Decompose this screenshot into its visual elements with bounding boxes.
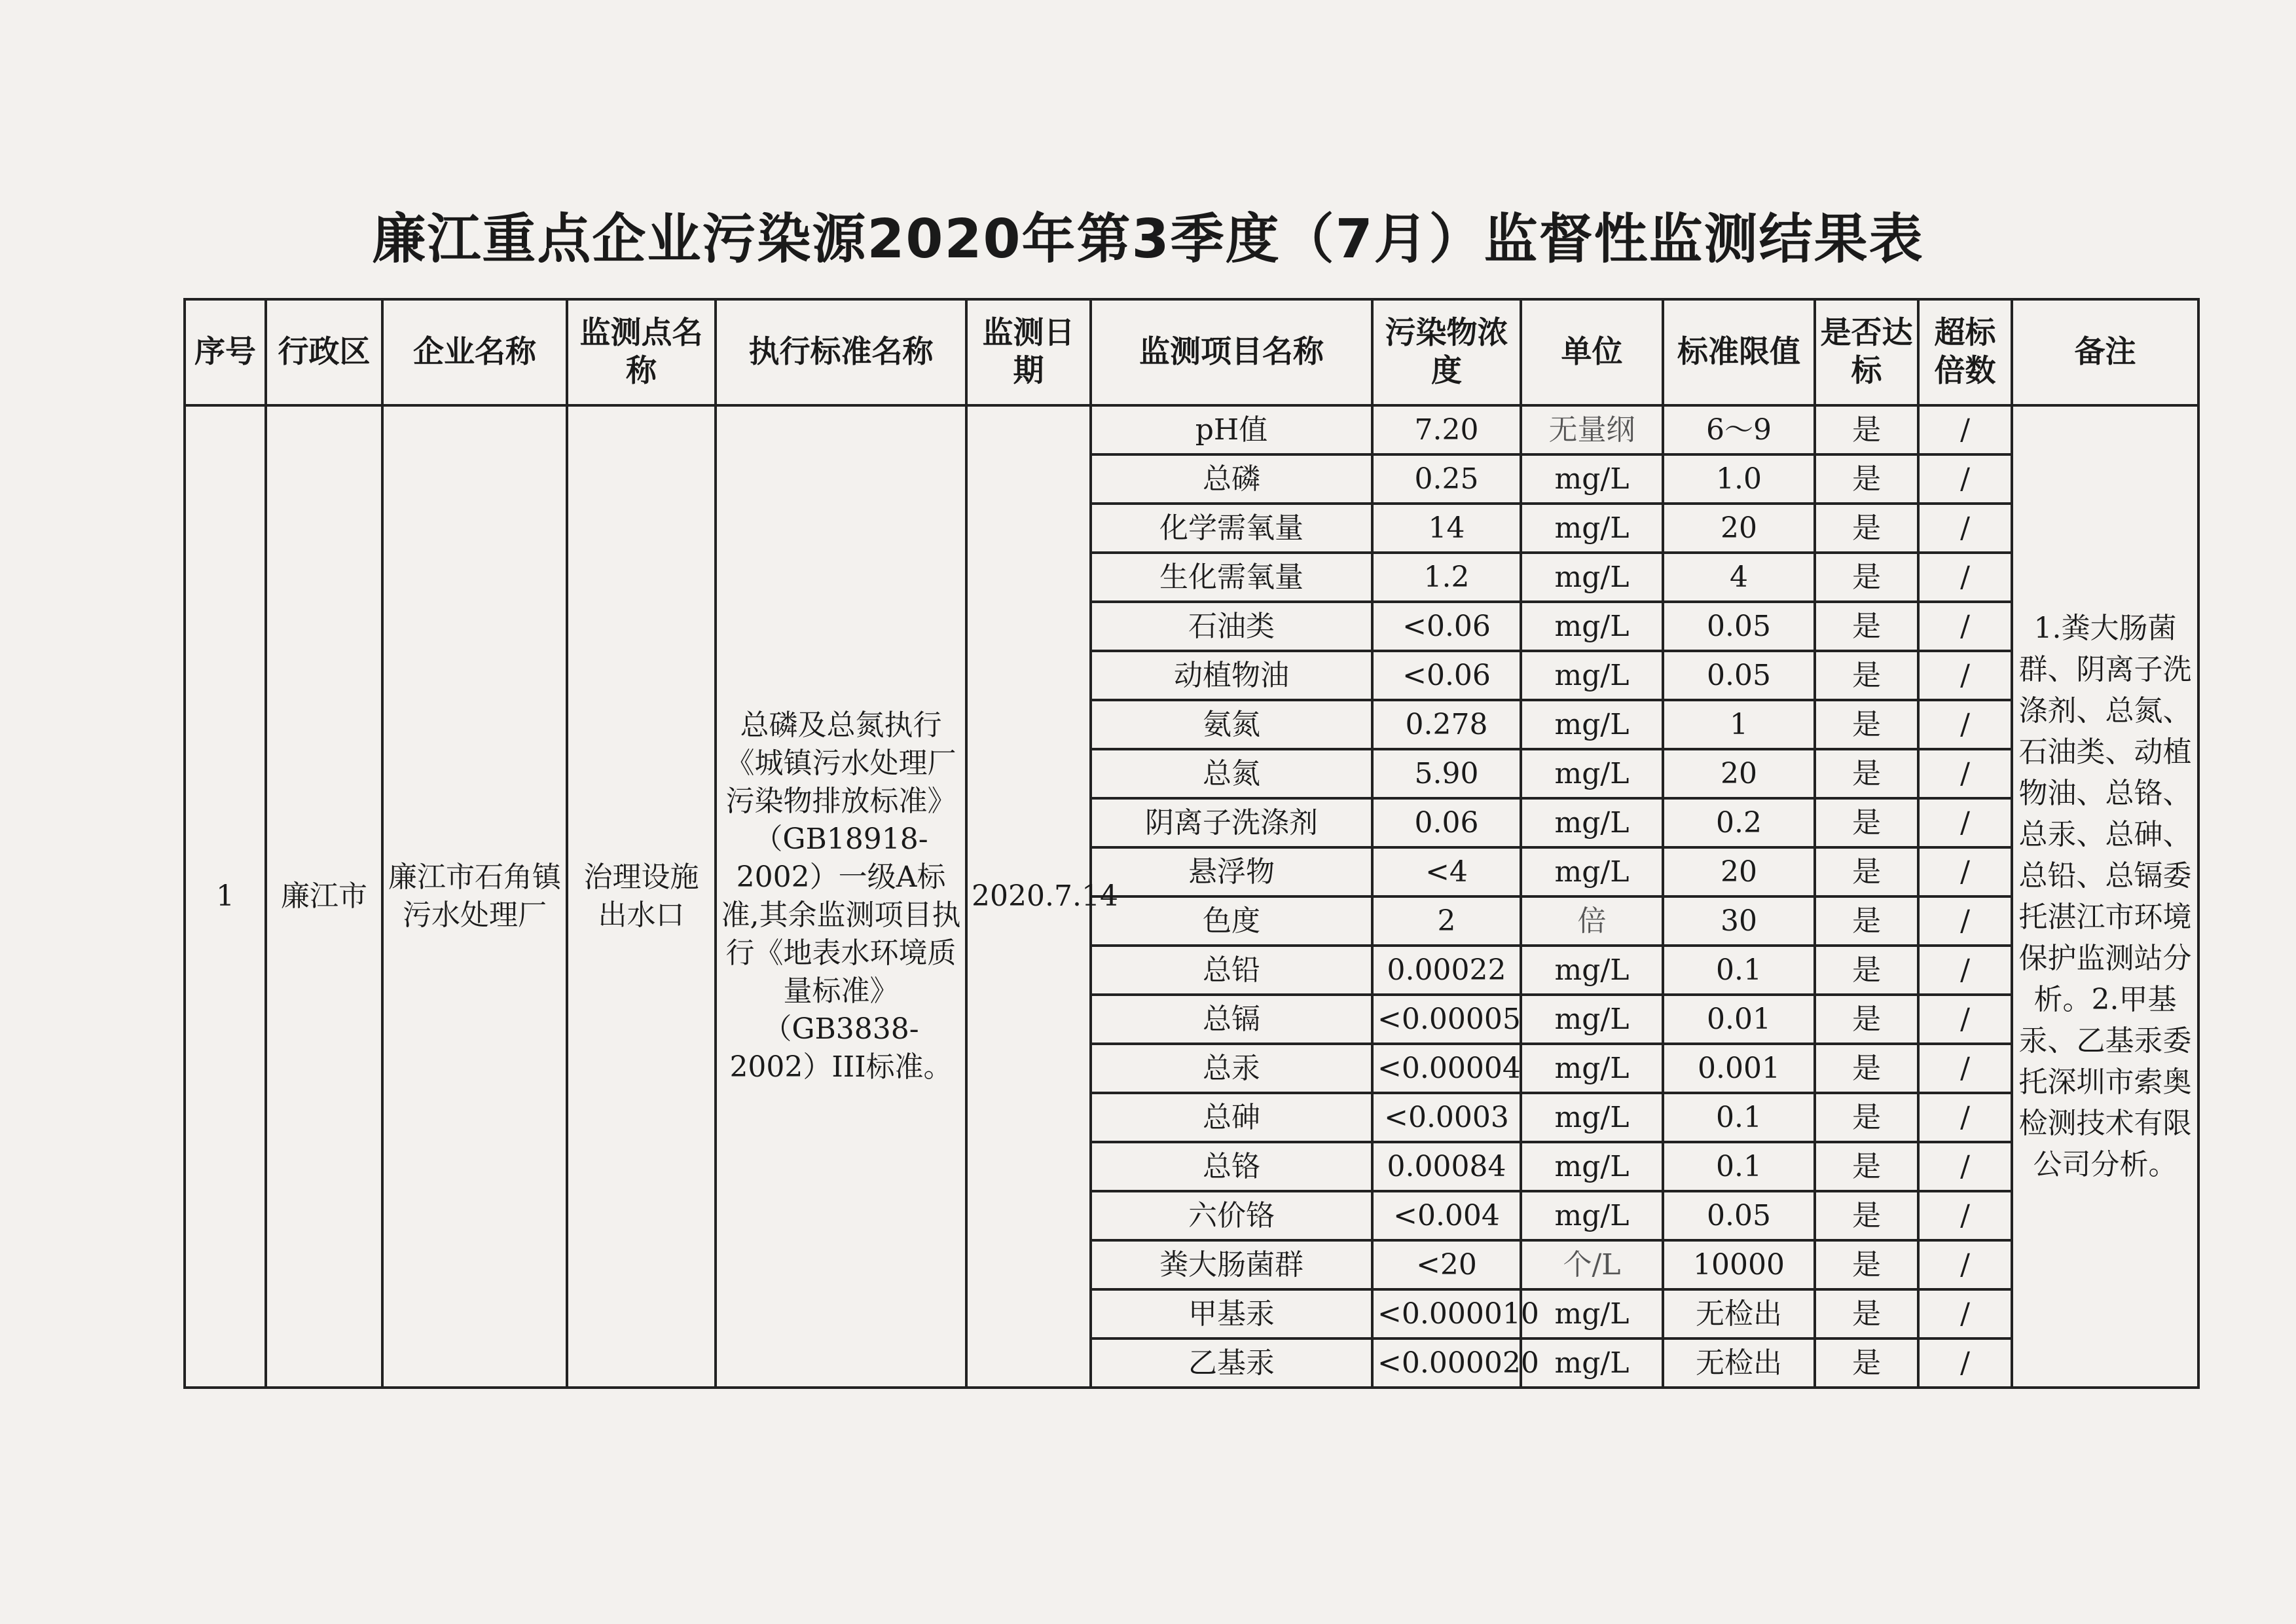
results-body	[185, 405, 2198, 1388]
concentration-value: 0.00022	[1372, 946, 1521, 995]
record-district: 廉江市	[266, 405, 382, 1388]
exceed-value: /	[1918, 504, 2012, 553]
limit-value: 20	[1663, 749, 1815, 798]
limit-value: 无检出	[1663, 1289, 1815, 1338]
unit-value: mg/L	[1521, 798, 1663, 847]
item-name: 阴离子洗涤剂	[1091, 798, 1372, 847]
unit-value: mg/L	[1521, 749, 1663, 798]
compliant-value: 是	[1815, 602, 1918, 651]
item-name: 总氮	[1091, 749, 1372, 798]
item-name: 总磷	[1091, 454, 1372, 504]
concentration-value: <20	[1372, 1240, 1521, 1289]
exceed-value: /	[1918, 405, 2012, 454]
concentration-value: 14	[1372, 504, 1521, 553]
item-name: 总铬	[1091, 1142, 1372, 1191]
concentration-value: <0.004	[1372, 1191, 1521, 1240]
header-unit: 单位	[1521, 299, 1663, 405]
concentration-value: 7.20	[1372, 405, 1521, 454]
header-company: 企业名称	[382, 299, 567, 405]
limit-value: 6～9	[1663, 405, 1815, 454]
unit-value: 倍	[1521, 896, 1663, 946]
exceed-value: /	[1918, 798, 2012, 847]
compliant-value: 是	[1815, 651, 1918, 700]
limit-value: 4	[1663, 553, 1815, 602]
page-title: 廉江重点企业污染源2020年第3季度（7月）监督性监测结果表	[372, 208, 1924, 270]
record-standard: 总磷及总氮执行《城镇污水处理厂污染物排放标准》（GB18918-2002）一级A标准,其余监测项目执行《地表水环境质量标准》（GB3838-2002）III标准。	[716, 405, 966, 1388]
exceed-value: /	[1918, 1191, 2012, 1240]
record-company: 廉江市石角镇污水处理厂	[382, 405, 567, 1388]
compliant-value: 是	[1815, 896, 1918, 946]
unit-value: mg/L	[1521, 1044, 1663, 1093]
concentration-value: 0.06	[1372, 798, 1521, 847]
item-name: 粪大肠菌群	[1091, 1240, 1372, 1289]
limit-value: 0.001	[1663, 1044, 1815, 1093]
concentration-value: <0.000010	[1372, 1289, 1521, 1338]
limit-value: 1.0	[1663, 454, 1815, 504]
table-row	[185, 405, 2198, 454]
limit-value: 0.2	[1663, 798, 1815, 847]
unit-value: 个/L	[1521, 1240, 1663, 1289]
limit-value: 0.1	[1663, 946, 1815, 995]
concentration-value: 1.2	[1372, 553, 1521, 602]
limit-value: 无检出	[1663, 1338, 1815, 1388]
header-item: 监测项目名称	[1091, 299, 1372, 405]
exceed-value: /	[1918, 1093, 2012, 1142]
item-name: 色度	[1091, 896, 1372, 946]
item-name: 石油类	[1091, 602, 1372, 651]
header-compliant: 是否达标	[1815, 299, 1918, 405]
item-name: 乙基汞	[1091, 1338, 1372, 1388]
item-name: 总汞	[1091, 1044, 1372, 1093]
concentration-value: <0.00005	[1372, 995, 1521, 1044]
header-date: 监测日期	[966, 299, 1091, 405]
unit-value: mg/L	[1521, 651, 1663, 700]
item-name: 六价铬	[1091, 1191, 1372, 1240]
limit-value: 30	[1663, 896, 1815, 946]
compliant-value: 是	[1815, 946, 1918, 995]
limit-value: 20	[1663, 847, 1815, 896]
unit-value: mg/L	[1521, 1338, 1663, 1388]
compliant-value: 是	[1815, 1289, 1918, 1338]
unit-value: mg/L	[1521, 847, 1663, 896]
header-row	[185, 299, 2198, 405]
exceed-value: /	[1918, 602, 2012, 651]
limit-value: 0.05	[1663, 651, 1815, 700]
unit-value: mg/L	[1521, 553, 1663, 602]
concentration-value: <0.0003	[1372, 1093, 1521, 1142]
compliant-value: 是	[1815, 847, 1918, 896]
compliant-value: 是	[1815, 1338, 1918, 1388]
header-limit: 标准限值	[1663, 299, 1815, 405]
exceed-value: /	[1918, 651, 2012, 700]
limit-value: 0.1	[1663, 1093, 1815, 1142]
unit-value: mg/L	[1521, 454, 1663, 504]
item-name: 氨氮	[1091, 700, 1372, 749]
concentration-value: <0.00004	[1372, 1044, 1521, 1093]
unit-value: mg/L	[1521, 602, 1663, 651]
concentration-value: <0.06	[1372, 602, 1521, 651]
unit-value: mg/L	[1521, 1191, 1663, 1240]
compliant-value: 是	[1815, 700, 1918, 749]
compliant-value: 是	[1815, 1142, 1918, 1191]
unit-value: mg/L	[1521, 1289, 1663, 1338]
item-name: pH值	[1091, 405, 1372, 454]
header-remark: 备注	[2012, 299, 2198, 405]
header-standard: 执行标准名称	[716, 299, 966, 405]
compliant-value: 是	[1815, 798, 1918, 847]
unit-value: 无量纲	[1521, 405, 1663, 454]
item-name: 甲基汞	[1091, 1289, 1372, 1338]
compliant-value: 是	[1815, 1093, 1918, 1142]
exceed-value: /	[1918, 896, 2012, 946]
concentration-value: <0.06	[1372, 651, 1521, 700]
limit-value: 0.01	[1663, 995, 1815, 1044]
header-concentration: 污染物浓度	[1372, 299, 1521, 405]
item-name: 生化需氧量	[1091, 553, 1372, 602]
limit-value: 10000	[1663, 1240, 1815, 1289]
compliant-value: 是	[1815, 405, 1918, 454]
header-seq: 序号	[185, 299, 266, 405]
compliant-value: 是	[1815, 553, 1918, 602]
exceed-value: /	[1918, 700, 2012, 749]
exceed-value: /	[1918, 1338, 2012, 1388]
item-name: 总镉	[1091, 995, 1372, 1044]
concentration-value: 0.278	[1372, 700, 1521, 749]
compliant-value: 是	[1815, 504, 1918, 553]
record-date: 2020.7.14	[966, 405, 1091, 1388]
unit-value: mg/L	[1521, 1093, 1663, 1142]
exceed-value: /	[1918, 749, 2012, 798]
record-remark: 1.粪大肠菌群、阴离子洗涤剂、总氮、石油类、动植物油、总铬、总汞、总砷、总铅、总镉委托湛江市环境保护监测站分析。2.甲基汞、乙基汞委托深圳市索奥检测技术有限公司分析。	[2012, 405, 2198, 1388]
concentration-value: 0.00084	[1372, 1142, 1521, 1191]
concentration-value: 2	[1372, 896, 1521, 946]
unit-value: mg/L	[1521, 504, 1663, 553]
limit-value: 20	[1663, 504, 1815, 553]
compliant-value: 是	[1815, 749, 1918, 798]
limit-value: 1	[1663, 700, 1815, 749]
unit-value: mg/L	[1521, 995, 1663, 1044]
record-seq: 1	[185, 405, 266, 1388]
exceed-value: /	[1918, 946, 2012, 995]
compliant-value: 是	[1815, 1044, 1918, 1093]
exceed-value: /	[1918, 1240, 2012, 1289]
item-name: 动植物油	[1091, 651, 1372, 700]
concentration-value: 0.25	[1372, 454, 1521, 504]
item-name: 总砷	[1091, 1093, 1372, 1142]
concentration-value: <0.000020	[1372, 1338, 1521, 1388]
exceed-value: /	[1918, 847, 2012, 896]
header-district: 行政区	[266, 299, 382, 405]
limit-value: 0.05	[1663, 1191, 1815, 1240]
header-exceed: 超标倍数	[1918, 299, 2012, 405]
exceed-value: /	[1918, 553, 2012, 602]
limit-value: 0.05	[1663, 602, 1815, 651]
concentration-value: 5.90	[1372, 749, 1521, 798]
compliant-value: 是	[1815, 1191, 1918, 1240]
header-point: 监测点名称	[567, 299, 716, 405]
record-monitoring-point: 治理设施出水口	[567, 405, 716, 1388]
exceed-value: /	[1918, 995, 2012, 1044]
exceed-value: /	[1918, 454, 2012, 504]
compliant-value: 是	[1815, 454, 1918, 504]
compliant-value: 是	[1815, 1240, 1918, 1289]
item-name: 悬浮物	[1091, 847, 1372, 896]
concentration-value: <4	[1372, 847, 1521, 896]
item-name: 化学需氧量	[1091, 504, 1372, 553]
exceed-value: /	[1918, 1044, 2012, 1093]
limit-value: 0.1	[1663, 1142, 1815, 1191]
compliant-value: 是	[1815, 995, 1918, 1044]
unit-value: mg/L	[1521, 946, 1663, 995]
exceed-value: /	[1918, 1289, 2012, 1338]
unit-value: mg/L	[1521, 700, 1663, 749]
unit-value: mg/L	[1521, 1142, 1663, 1191]
exceed-value: /	[1918, 1142, 2012, 1191]
results-table	[183, 298, 2200, 1389]
item-name: 总铅	[1091, 946, 1372, 995]
